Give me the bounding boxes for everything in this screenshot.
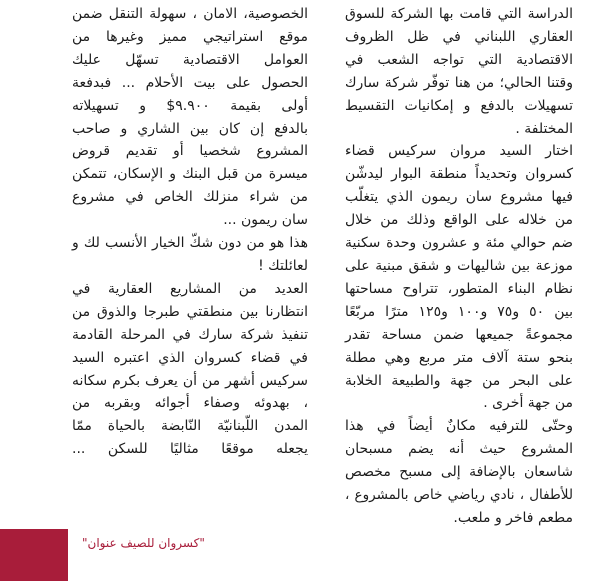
text-line: لعائلتك ! — [258, 257, 308, 274]
paragraph-study — [345, 3, 573, 140]
text-line: على البحر من جهة والطبيعة الخلابة — [345, 372, 573, 389]
paragraph-leisure — [345, 415, 573, 530]
text-line: ضم حوالي مئة و عشرون وحدة سكنية — [345, 235, 573, 252]
text-line: نظام البناء المتطور، تتراوح مساحتها — [345, 280, 573, 297]
text-line: الخصوصية، الامان ، سهولة التنقل ضمن — [72, 6, 308, 22]
text-line: بالدفع إن كان بين الشاري و صاحب — [72, 120, 308, 137]
text-line: شاسعان بالإضافة إلى مسبح مخصص — [345, 464, 573, 481]
text-line: موقع استراتيجي مميز وغيرها من — [72, 28, 308, 45]
text-line: ميسرة من قبل البنك و الإسكان، تتمكن — [72, 166, 308, 183]
text-line: المدن اللّبنانيّة النّابضة بالحياة ممّا — [72, 418, 308, 435]
text-line: للأطفال ، نادي رياضي خاص بالمشروع ، — [345, 487, 573, 504]
paragraph-project — [345, 140, 573, 415]
text-line: مجموعةً جميعها ضمن مساحة تقدر — [345, 326, 573, 343]
text-line: سركيس أشهر من أن يعرف بكرم سكانه — [72, 372, 308, 389]
text-line: وحتّى للترفيه مكانٌ أيضاً في هذا — [345, 418, 573, 435]
text-line: المشروع حيث أنه يضم مسبحان — [345, 441, 573, 458]
left-text-column — [72, 3, 308, 461]
text-line: كسروان وتحديداً منطقة البوار ليدشّن — [345, 166, 573, 183]
text-line: المختلفة . — [515, 120, 573, 137]
text-line: من جهة أخرى . — [483, 395, 573, 412]
text-line: يجعله موقعًا مثاليًا للسكن ... — [72, 441, 308, 458]
text-line: وقتنا الحالي؛ من هنا توفّر شركة سارك — [345, 74, 573, 91]
text-line: مطعم فاخر و ملعب. — [453, 509, 573, 526]
footer-caption: "كسروان للصيف عنوان" — [82, 536, 205, 550]
text-line: الدراسة التي قامت بها الشركة للسوق — [345, 6, 573, 22]
text-line: المشروع شخصيا أو تقديم قروض — [72, 143, 308, 160]
text-line: من شراء منزلك الخاص في مشروع — [72, 189, 308, 206]
text-line: الاقتصادية التي تواجه الشعب في — [345, 51, 573, 68]
text-line: في قضاء كسروان الذي اعتبره السيد — [72, 349, 308, 366]
text-line: تسهيلات بالدفع و إمكانيات التقسيط — [345, 97, 573, 114]
text-line: من خلاله على الواقع وذلك من خلال — [345, 212, 573, 229]
text-line: موزعة بين شاليهات و شقق مبنية على — [345, 257, 573, 274]
text-line: اختار السيد مروان سركيس قضاء — [345, 143, 573, 160]
text-line: تنفيذ شركة سارك في المرحلة القادمة — [72, 326, 308, 343]
text-line: ، بهدوئه وصفاء أجوائه وبقربه من — [72, 395, 308, 412]
accent-color-block — [0, 529, 68, 581]
text-line: العوامل الاقتصادية تسهّل عليك — [72, 51, 308, 68]
text-line: سان ريمون ... — [223, 212, 308, 229]
text-line: انتظارنا بين منطقتي طبرجا والذوق من — [72, 303, 308, 320]
paragraph-best-choice — [72, 232, 308, 278]
paragraph-future-projects — [72, 278, 308, 461]
text-line: أولى بقيمة ٩.٩٠٠$ و تسهيلاته — [72, 97, 308, 114]
right-text-column — [345, 3, 573, 530]
text-line: العديد من المشاريع العقارية في — [72, 280, 308, 297]
paragraph-features — [72, 3, 308, 232]
text-line: الحصول على بيت الأحلام ... فبدفعة — [72, 74, 308, 91]
text-line: بين ٥٠ و٧٥ و١٠٠ و١٢٥ مترًا مربّعًا — [345, 303, 573, 320]
text-line: فيها مشروع سان ريمون الذي يتغلّب — [345, 189, 573, 206]
text-line: هذا هو من دون شكّ الخيار الأنسب لك و — [72, 235, 308, 252]
text-line: العقاري اللبناني في ظل الظروف — [345, 28, 573, 45]
text-line: بنحو ستة آلاف متر مربع وهي مطلة — [345, 349, 573, 366]
